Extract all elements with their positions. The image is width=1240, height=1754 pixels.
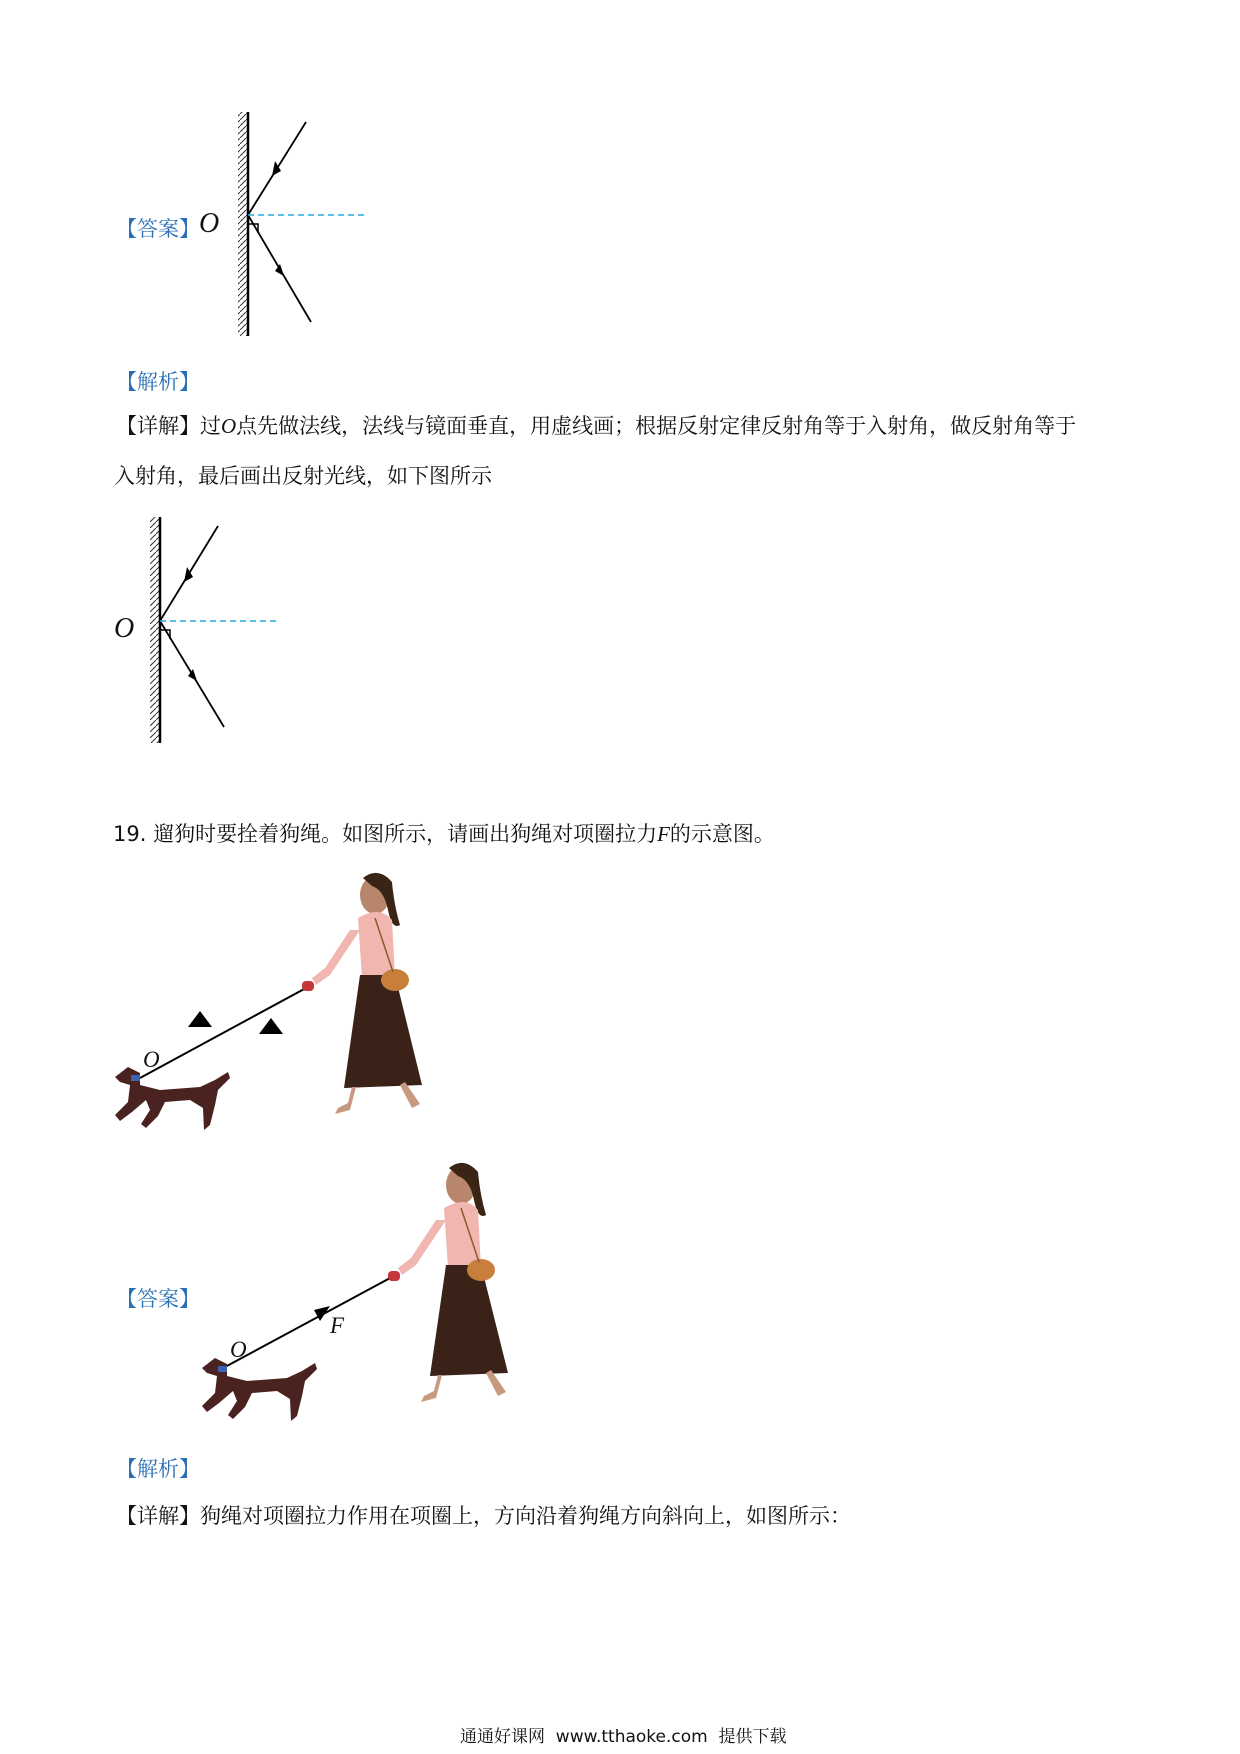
question-text-f: F xyxy=(657,822,670,846)
detail-tag: 【详解】 xyxy=(116,414,200,438)
detail-line1-b: 点先做法线，法线与镜面垂直，用虚线画；根据反射定律反射角等于入射角，做反射角等于 xyxy=(236,414,1077,438)
answer-tag-q19: 【答案】 xyxy=(116,1287,200,1311)
answer-tag: 【答案】 xyxy=(116,217,200,241)
detail-q19 xyxy=(116,1506,851,1527)
analysis-tag-q19: 【解析】 xyxy=(116,1457,200,1481)
point-o-label-q19: O xyxy=(143,1047,160,1072)
question-text-b: 的示意图。 xyxy=(669,822,775,846)
analysis-tag: 【解析】 xyxy=(116,370,200,394)
point-o-label-2: O xyxy=(114,613,135,644)
detail-line1-a: 过 xyxy=(200,414,221,438)
question-text-a: 遛狗时要拴着狗绳。如图所示，请画出狗绳对项圈拉力 xyxy=(153,822,658,846)
page-footer: 通通好课网 www.tthaoke.com 提供下载 xyxy=(460,1727,787,1747)
point-o-label-answer: O xyxy=(230,1337,247,1362)
detail-line1-o: O xyxy=(221,414,237,438)
woman-figure-2 xyxy=(388,1163,508,1402)
force-label-f: F xyxy=(330,1313,345,1338)
question-number: 19. xyxy=(113,822,147,846)
point-o-label: O xyxy=(199,208,220,239)
detail-text-q19: 狗绳对项圈拉力作用在项圈上，方向沿着狗绳方向斜向上，如图所示： xyxy=(200,1504,851,1528)
dog-collar-2 xyxy=(218,1366,227,1372)
detail-line-2: 入射角，最后画出反射光线，如下图所示 xyxy=(114,464,492,488)
detail-tag-q19: 【详解】 xyxy=(116,1504,200,1528)
